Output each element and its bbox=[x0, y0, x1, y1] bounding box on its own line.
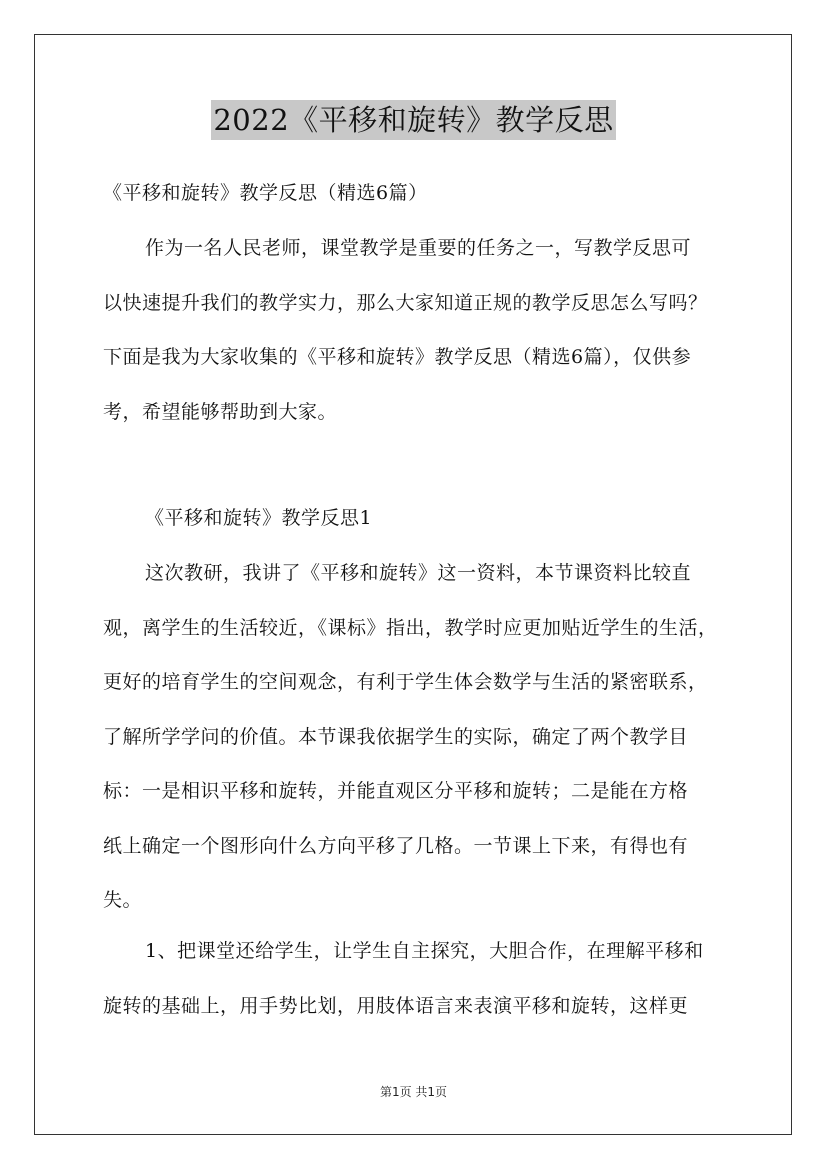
paragraph-1 bbox=[103, 562, 743, 944]
intro-line: 以快速提升我们的教学实力，那么大家知道正规的教学反思怎么写吗？ bbox=[103, 291, 708, 314]
document-title-text: 2022《平移和旋转》教学反思 bbox=[211, 100, 615, 140]
intro-line: 下面是我为大家收集的《平移和旋转》教学反思（精选6篇），仅供参 bbox=[103, 346, 692, 368]
paragraph-line: 这次教研，我讲了《平移和旋转》这一资料，本节课资料比较直 bbox=[145, 562, 692, 584]
section-heading: 《平移和旋转》教学反思1 bbox=[145, 507, 373, 529]
intro-paragraph bbox=[103, 237, 743, 455]
document-subtitle: 《平移和旋转》教学反思（精选6篇） bbox=[103, 182, 428, 204]
paragraph-line: 了解所学学问的价值。本节课我依据学生的实际，确定了两个教学目 bbox=[103, 725, 689, 748]
paragraph-line: 更好的培育学生的空间观念，有利于学生体会数学与生活的紧密联系， bbox=[103, 671, 708, 693]
document-title bbox=[0, 100, 827, 140]
paragraph-line: 纸上确定一个图形向什么方向平移了几格。一节课上下来，有得也有 bbox=[103, 834, 689, 857]
page-footer: 第1页 共1页 bbox=[379, 1085, 448, 1099]
paragraph-2 bbox=[103, 940, 743, 1049]
paragraph-line: 观，离学生的生活较近，《课标》指出，教学时应更加贴近学生的生活， bbox=[103, 616, 718, 639]
intro-line: 考，希望能够帮助到大家。 bbox=[103, 400, 338, 423]
intro-line: 作为一名人民老师，课堂教学是重要的任务之一，写教学反思可 bbox=[145, 237, 692, 259]
paragraph-line: 旋转的基础上，用手势比划，用肢体语言来表演平移和旋转，这样更 bbox=[103, 994, 689, 1017]
paragraph-line: 1、把课堂还给学生，让学生自主探究，大胆合作，在理解平移和 bbox=[145, 940, 704, 962]
paragraph-line: 失。 bbox=[103, 889, 143, 911]
paragraph-line: 标：一是相识平移和旋转，并能直观区分平移和旋转；二是能在方格 bbox=[103, 780, 689, 802]
